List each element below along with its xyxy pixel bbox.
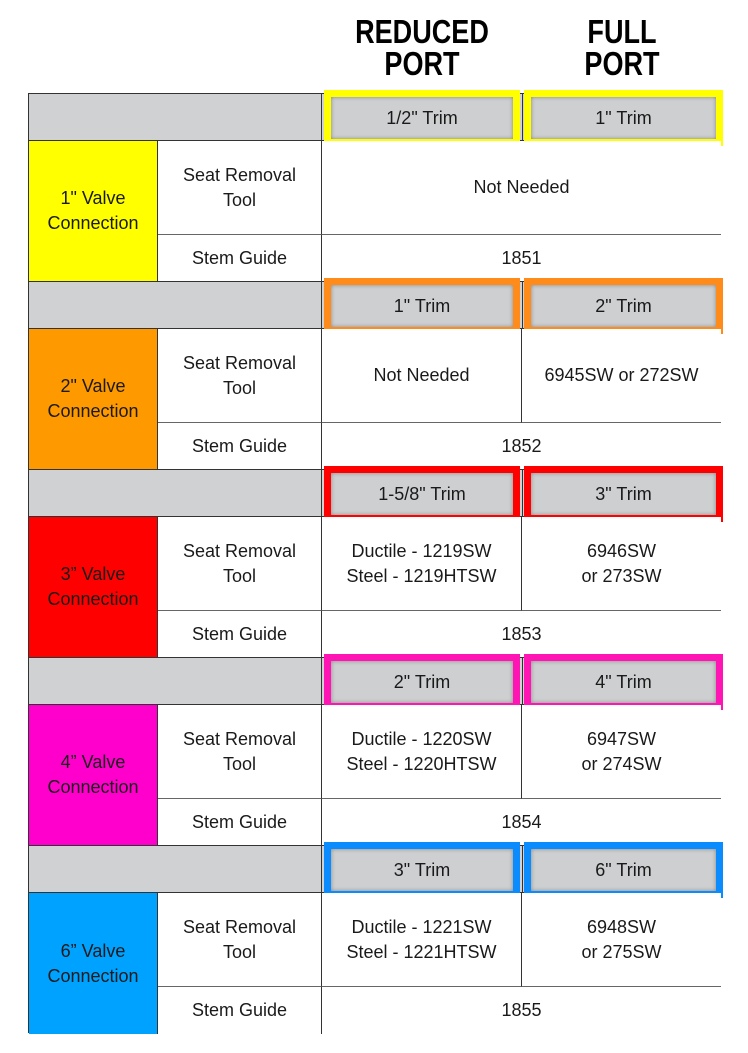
connection-size: 3” Valve bbox=[60, 564, 126, 584]
reduced-trim-box bbox=[324, 278, 520, 334]
seat-removal-tool-full bbox=[522, 705, 721, 799]
trim-header-blank bbox=[29, 470, 322, 517]
connection-word: Connection bbox=[47, 401, 139, 421]
valve-connection-label bbox=[29, 141, 158, 282]
connection-word: Connection bbox=[47, 777, 139, 797]
reduced-trim-box bbox=[324, 90, 520, 146]
seat-label-line2: Tool bbox=[222, 753, 257, 774]
full-port-heading-line2: PORT bbox=[584, 45, 660, 82]
seat-removal-tool-label bbox=[158, 141, 322, 235]
seat-label-line1: Seat Removal bbox=[182, 540, 297, 561]
stem-guide-value: 1851 bbox=[322, 235, 721, 282]
seat-label-line1: Seat Removal bbox=[182, 164, 297, 185]
valve-trim-table bbox=[28, 93, 721, 1033]
full-trim-label: 2" Trim bbox=[595, 295, 652, 316]
reduced-trim-box bbox=[324, 842, 520, 898]
seat-full-line1: 6947SW bbox=[586, 728, 657, 749]
seat-reduced-ductile: Ductile - 1219SW bbox=[351, 540, 492, 561]
column-divider bbox=[522, 658, 523, 705]
seat-label-line1: Seat Removal bbox=[182, 916, 297, 937]
full-port-heading bbox=[540, 13, 704, 82]
valve-connection-label bbox=[29, 329, 158, 470]
full-trim-label: 6" Trim bbox=[595, 859, 652, 880]
full-trim-box bbox=[524, 466, 723, 522]
trim-header-blank bbox=[29, 658, 322, 705]
reduced-trim-label: 1/2" Trim bbox=[386, 107, 458, 128]
seat-label-line1: Seat Removal bbox=[182, 728, 297, 749]
reduced-trim-label: 3" Trim bbox=[393, 859, 451, 880]
seat-label-line2: Tool bbox=[222, 565, 257, 586]
seat-removal-tool-full bbox=[522, 893, 721, 987]
stem-guide-label: Stem Guide bbox=[158, 423, 322, 470]
column-divider bbox=[522, 846, 523, 893]
seat-full-line1: 6946SW bbox=[586, 540, 657, 561]
full-trim-label: 1" Trim bbox=[595, 107, 652, 128]
seat-reduced-steel: Steel - 1219HTSW bbox=[346, 565, 497, 586]
full-trim-box bbox=[524, 654, 723, 710]
stem-guide-label: Stem Guide bbox=[158, 235, 322, 282]
connection-word: Connection bbox=[47, 589, 139, 609]
full-trim-box bbox=[524, 842, 723, 898]
seat-reduced-steel: Steel - 1221HTSW bbox=[346, 941, 497, 962]
valve-connection-label bbox=[29, 517, 158, 658]
seat-label-line2: Tool bbox=[222, 941, 257, 962]
seat-removal-tool-label bbox=[158, 329, 322, 423]
seat-removal-tool-reduced bbox=[322, 705, 522, 799]
seat-removal-tool-label bbox=[158, 893, 322, 987]
trim-header-blank bbox=[29, 846, 322, 893]
valve-block-2in bbox=[29, 282, 720, 470]
column-divider bbox=[522, 94, 523, 141]
seat-removal-tool-reduced bbox=[322, 893, 522, 987]
seat-reduced-ductile: Ductile - 1221SW bbox=[351, 916, 492, 937]
stem-guide-label: Stem Guide bbox=[158, 987, 322, 1034]
column-divider bbox=[522, 282, 523, 329]
valve-connection-label bbox=[29, 893, 158, 1034]
full-trim-label: 3" Trim bbox=[595, 483, 652, 504]
valve-block-6in bbox=[29, 846, 720, 1034]
reduced-port-heading-line1: REDUCED bbox=[355, 13, 489, 50]
valve-block-4in bbox=[29, 658, 720, 846]
valve-connection-label bbox=[29, 705, 158, 846]
reduced-port-heading-line2: PORT bbox=[384, 45, 460, 82]
seat-removal-tool-reduced bbox=[322, 517, 522, 611]
seat-full-line2: or 275SW bbox=[581, 941, 662, 962]
seat-removal-tool-label bbox=[158, 517, 322, 611]
seat-removal-tool-label bbox=[158, 705, 322, 799]
full-trim-box bbox=[524, 278, 723, 334]
reduced-trim-box bbox=[324, 466, 520, 522]
stem-guide-label: Stem Guide bbox=[158, 799, 322, 846]
seat-full-line2: or 274SW bbox=[581, 753, 662, 774]
full-trim-box bbox=[524, 90, 723, 146]
seat-full-line1: 6948SW bbox=[586, 916, 657, 937]
seat-full-line2: or 273SW bbox=[581, 565, 662, 586]
column-divider bbox=[522, 470, 523, 517]
seat-removal-tool-full bbox=[522, 517, 721, 611]
seat-label-line1: Seat Removal bbox=[182, 352, 297, 373]
trim-header-blank bbox=[29, 282, 322, 329]
seat-removal-tool-full: 6945SW or 272SW bbox=[522, 329, 721, 423]
seat-removal-tool-reduced: Not Needed bbox=[322, 329, 522, 423]
stem-guide-value: 1855 bbox=[322, 987, 721, 1034]
stem-guide-value: 1854 bbox=[322, 799, 721, 846]
seat-label-line2: Tool bbox=[222, 377, 257, 398]
seat-removal-tool-value: Not Needed bbox=[322, 141, 721, 235]
connection-size: 1" Valve bbox=[60, 188, 126, 208]
full-port-heading-line1: FULL bbox=[587, 13, 657, 50]
reduced-trim-box bbox=[324, 654, 520, 710]
valve-block-3in bbox=[29, 470, 720, 658]
seat-label-line2: Tool bbox=[222, 189, 257, 210]
connection-size: 6” Valve bbox=[60, 940, 126, 961]
seat-reduced-ductile: Ductile - 1220SW bbox=[351, 728, 492, 749]
reduced-trim-label: 1-5/8" Trim bbox=[378, 483, 466, 504]
reduced-trim-label: 2" Trim bbox=[393, 671, 451, 692]
stem-guide-value: 1853 bbox=[322, 611, 721, 658]
connection-size: 2" Valve bbox=[60, 376, 126, 396]
seat-reduced-steel: Steel - 1220HTSW bbox=[346, 753, 497, 774]
stem-guide-label: Stem Guide bbox=[158, 611, 322, 658]
connection-word: Connection bbox=[47, 965, 139, 986]
reduced-trim-label: 1" Trim bbox=[393, 295, 451, 316]
stem-guide-value: 1852 bbox=[322, 423, 721, 470]
valve-block-1in bbox=[29, 94, 720, 282]
trim-header-blank bbox=[29, 94, 322, 141]
connection-size: 4” Valve bbox=[60, 752, 126, 772]
reduced-port-heading bbox=[340, 13, 504, 82]
full-trim-label: 4" Trim bbox=[595, 671, 652, 692]
connection-word: Connection bbox=[47, 213, 139, 233]
